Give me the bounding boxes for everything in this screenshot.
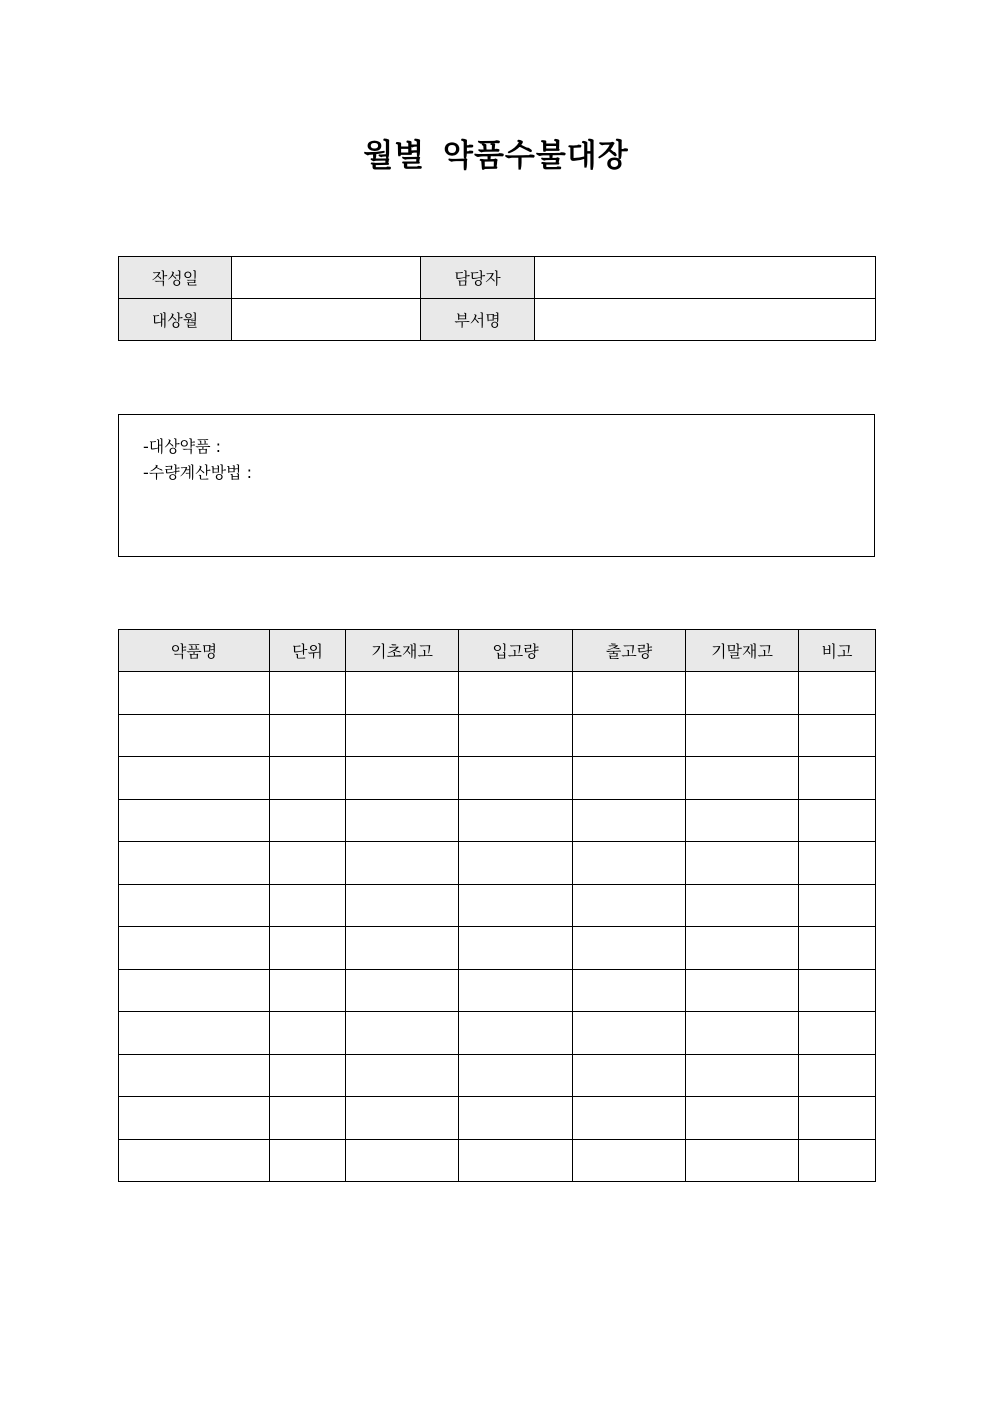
column-header-drug-name: 약품명 bbox=[119, 630, 270, 672]
quantity-method-note: -수량계산방법 : bbox=[143, 463, 252, 482]
drug-name-cell[interactable] bbox=[119, 842, 270, 885]
opening-stock-cell[interactable] bbox=[346, 672, 459, 715]
received-qty-cell[interactable] bbox=[459, 1012, 573, 1055]
column-header-remarks: 비고 bbox=[799, 630, 876, 672]
ledger-body bbox=[119, 672, 876, 1182]
opening-stock-cell[interactable] bbox=[346, 842, 459, 885]
opening-stock-cell[interactable] bbox=[346, 714, 459, 757]
drug-name-cell[interactable] bbox=[119, 1054, 270, 1097]
remarks-cell[interactable] bbox=[799, 1012, 876, 1055]
received-qty-cell[interactable] bbox=[459, 799, 573, 842]
target-drug-note: -대상약품 : bbox=[143, 437, 222, 456]
received-qty-cell[interactable] bbox=[459, 672, 573, 715]
issued-qty-cell[interactable] bbox=[573, 842, 686, 885]
unit-cell[interactable] bbox=[270, 1054, 346, 1097]
info-row bbox=[119, 257, 876, 299]
unit-cell[interactable] bbox=[270, 927, 346, 970]
closing-stock-cell[interactable] bbox=[686, 884, 799, 927]
remarks-cell[interactable] bbox=[799, 799, 876, 842]
column-header-received-qty: 입고량 bbox=[459, 630, 573, 672]
unit-cell[interactable] bbox=[270, 884, 346, 927]
received-qty-cell[interactable] bbox=[459, 714, 573, 757]
issued-qty-cell[interactable] bbox=[573, 927, 686, 970]
drug-name-cell[interactable] bbox=[119, 884, 270, 927]
target-month-label: 대상월 bbox=[119, 299, 232, 341]
drug-name-cell[interactable] bbox=[119, 714, 270, 757]
info-table bbox=[118, 256, 876, 341]
issued-qty-cell[interactable] bbox=[573, 1054, 686, 1097]
drug-name-cell[interactable] bbox=[119, 969, 270, 1012]
remarks-cell[interactable] bbox=[799, 1097, 876, 1140]
issued-qty-cell[interactable] bbox=[573, 969, 686, 1012]
closing-stock-cell[interactable] bbox=[686, 799, 799, 842]
table-row bbox=[119, 1054, 876, 1097]
column-header-unit: 단위 bbox=[270, 630, 346, 672]
target-month-field[interactable] bbox=[232, 299, 421, 341]
unit-cell[interactable] bbox=[270, 714, 346, 757]
received-qty-cell[interactable] bbox=[459, 927, 573, 970]
closing-stock-cell[interactable] bbox=[686, 714, 799, 757]
received-qty-cell[interactable] bbox=[459, 1139, 573, 1182]
unit-cell[interactable] bbox=[270, 842, 346, 885]
opening-stock-cell[interactable] bbox=[346, 884, 459, 927]
unit-cell[interactable] bbox=[270, 1097, 346, 1140]
department-label: 부서명 bbox=[421, 299, 535, 341]
column-header-closing-stock: 기말재고 bbox=[686, 630, 799, 672]
opening-stock-cell[interactable] bbox=[346, 1097, 459, 1140]
issued-qty-cell[interactable] bbox=[573, 884, 686, 927]
issued-qty-cell[interactable] bbox=[573, 672, 686, 715]
manager-label: 담당자 bbox=[421, 257, 535, 299]
received-qty-cell[interactable] bbox=[459, 757, 573, 800]
manager-field[interactable] bbox=[535, 257, 876, 299]
drug-name-cell[interactable] bbox=[119, 672, 270, 715]
table-row bbox=[119, 1097, 876, 1140]
opening-stock-cell[interactable] bbox=[346, 1054, 459, 1097]
opening-stock-cell[interactable] bbox=[346, 969, 459, 1012]
table-row bbox=[119, 757, 876, 800]
opening-stock-cell[interactable] bbox=[346, 1012, 459, 1055]
column-header-issued-qty: 출고량 bbox=[573, 630, 686, 672]
remarks-cell[interactable] bbox=[799, 884, 876, 927]
drug-name-cell[interactable] bbox=[119, 757, 270, 800]
table-row bbox=[119, 714, 876, 757]
drug-name-cell[interactable] bbox=[119, 1012, 270, 1055]
ledger-header-row bbox=[119, 630, 876, 672]
unit-cell[interactable] bbox=[270, 1012, 346, 1055]
ledger-table bbox=[118, 629, 876, 1182]
issued-qty-cell[interactable] bbox=[573, 1139, 686, 1182]
opening-stock-cell[interactable] bbox=[346, 1139, 459, 1182]
created-date-label: 작성일 bbox=[119, 257, 232, 299]
remarks-cell[interactable] bbox=[799, 672, 876, 715]
table-row bbox=[119, 1139, 876, 1182]
received-qty-cell[interactable] bbox=[459, 842, 573, 885]
received-qty-cell[interactable] bbox=[459, 884, 573, 927]
department-field[interactable] bbox=[535, 299, 876, 341]
closing-stock-cell[interactable] bbox=[686, 969, 799, 1012]
created-date-field[interactable] bbox=[232, 257, 421, 299]
remarks-cell[interactable] bbox=[799, 714, 876, 757]
unit-cell[interactable] bbox=[270, 672, 346, 715]
table-row bbox=[119, 842, 876, 885]
closing-stock-cell[interactable] bbox=[686, 842, 799, 885]
column-header-opening-stock: 기초재고 bbox=[346, 630, 459, 672]
issued-qty-cell[interactable] bbox=[573, 799, 686, 842]
table-row bbox=[119, 672, 876, 715]
remarks-cell[interactable] bbox=[799, 1054, 876, 1097]
closing-stock-cell[interactable] bbox=[686, 757, 799, 800]
drug-name-cell[interactable] bbox=[119, 1139, 270, 1182]
received-qty-cell[interactable] bbox=[459, 1054, 573, 1097]
drug-name-cell[interactable] bbox=[119, 927, 270, 970]
opening-stock-cell[interactable] bbox=[346, 799, 459, 842]
drug-name-cell[interactable] bbox=[119, 1097, 270, 1140]
table-row bbox=[119, 969, 876, 1012]
closing-stock-cell[interactable] bbox=[686, 1012, 799, 1055]
unit-cell[interactable] bbox=[270, 757, 346, 800]
issued-qty-cell[interactable] bbox=[573, 757, 686, 800]
issued-qty-cell[interactable] bbox=[573, 714, 686, 757]
closing-stock-cell[interactable] bbox=[686, 927, 799, 970]
remarks-cell[interactable] bbox=[799, 842, 876, 885]
table-row bbox=[119, 799, 876, 842]
table-row bbox=[119, 927, 876, 970]
unit-cell[interactable] bbox=[270, 799, 346, 842]
page-title: 월별 약품수불대장 bbox=[363, 138, 629, 174]
remarks-cell[interactable] bbox=[799, 757, 876, 800]
drug-name-cell[interactable] bbox=[119, 799, 270, 842]
issued-qty-cell[interactable] bbox=[573, 1012, 686, 1055]
received-qty-cell[interactable] bbox=[459, 1097, 573, 1140]
notes-box[interactable] bbox=[118, 414, 875, 557]
closing-stock-cell[interactable] bbox=[686, 1097, 799, 1140]
opening-stock-cell[interactable] bbox=[346, 757, 459, 800]
table-row bbox=[119, 884, 876, 927]
remarks-cell[interactable] bbox=[799, 1139, 876, 1182]
opening-stock-cell[interactable] bbox=[346, 927, 459, 970]
closing-stock-cell[interactable] bbox=[686, 1139, 799, 1182]
table-row bbox=[119, 1012, 876, 1055]
remarks-cell[interactable] bbox=[799, 927, 876, 970]
unit-cell[interactable] bbox=[270, 1139, 346, 1182]
unit-cell[interactable] bbox=[270, 969, 346, 1012]
remarks-cell[interactable] bbox=[799, 969, 876, 1012]
closing-stock-cell[interactable] bbox=[686, 1054, 799, 1097]
info-row bbox=[119, 299, 876, 341]
issued-qty-cell[interactable] bbox=[573, 1097, 686, 1140]
received-qty-cell[interactable] bbox=[459, 969, 573, 1012]
closing-stock-cell[interactable] bbox=[686, 672, 799, 715]
